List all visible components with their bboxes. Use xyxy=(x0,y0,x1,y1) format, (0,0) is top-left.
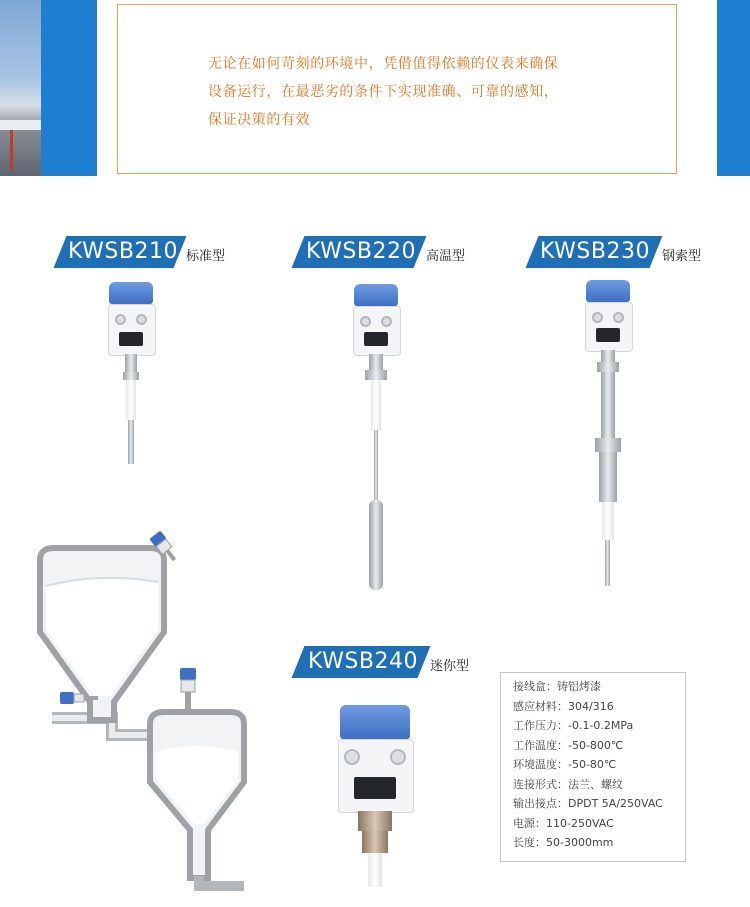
cable-port xyxy=(115,314,126,325)
blue-decor-bar-left xyxy=(41,0,97,176)
display-window xyxy=(354,777,396,799)
kwsb210-image xyxy=(106,282,156,472)
probe-weight xyxy=(369,500,383,590)
model-type: 钢索型 xyxy=(662,249,702,264)
lower-tube xyxy=(599,452,617,502)
model-type: 迷你型 xyxy=(430,659,470,674)
thread-fitting xyxy=(369,354,383,370)
spec-box xyxy=(500,672,686,862)
hex-nut xyxy=(365,370,387,380)
cable-port xyxy=(390,749,406,765)
thread-fitting xyxy=(601,350,615,362)
model-name: KWSB210 xyxy=(68,239,178,264)
product-label-kwsb210 xyxy=(52,236,242,268)
device-housing xyxy=(108,304,156,356)
device-housing xyxy=(353,306,401,356)
cable-port xyxy=(381,316,392,327)
model-type: 标准型 xyxy=(186,249,226,264)
spec-length: 长度：50-3000mm xyxy=(513,836,614,849)
kwsb230-image xyxy=(583,280,633,590)
cable-port xyxy=(136,314,147,325)
product-label-kwsb220 xyxy=(290,236,480,268)
hex-nut xyxy=(362,831,388,853)
gas-station-photo xyxy=(0,0,41,176)
sensor-top xyxy=(180,668,196,712)
model-name: KWSB230 xyxy=(540,239,650,264)
canopy-roof xyxy=(0,120,41,130)
lower-silo-powder xyxy=(156,746,238,824)
cable-port xyxy=(360,316,371,327)
display-window xyxy=(364,332,388,346)
spec-housing: 接线盒：铸铝烤漆 xyxy=(513,680,601,693)
spec-working-temperature: 工作温度：-50-800℃ xyxy=(513,738,624,752)
kwsb220-image xyxy=(351,284,401,594)
silo-installation-diagram xyxy=(20,520,260,900)
intro-box xyxy=(117,4,677,174)
device-cap xyxy=(586,280,630,302)
probe-rod xyxy=(128,420,134,464)
spec-working-pressure: 工作压力：-0.1-0.2MPa xyxy=(513,719,634,732)
spec-sensing-material: 感应材料：304/316 xyxy=(513,699,614,713)
device-cap xyxy=(340,705,410,739)
cable-port xyxy=(613,312,624,323)
spec-ambient-temperature: 环境温度：-50-80℃ xyxy=(513,758,617,771)
device-cap xyxy=(354,284,398,306)
product-label-kwsb240 xyxy=(290,646,480,678)
model-type: 高温型 xyxy=(426,249,466,264)
thread-fitting xyxy=(125,354,137,372)
extension-tube xyxy=(601,372,615,438)
spec-power-supply: 电源：110-250VAC xyxy=(513,816,614,830)
display-window xyxy=(596,328,620,342)
display-window xyxy=(119,332,143,346)
intro-line: 设备运行，在最恶劣的条件下实现准确、可靠的感知， xyxy=(208,84,559,100)
insulator xyxy=(371,380,381,430)
device-housing xyxy=(585,302,633,352)
product-label-kwsb230 xyxy=(524,236,714,268)
cable-port xyxy=(344,749,360,765)
blue-decor-bar-right xyxy=(717,0,750,176)
model-name: KWSB240 xyxy=(308,649,418,674)
hex-nut xyxy=(597,362,619,372)
probe-rod xyxy=(605,540,610,586)
upper-silo-powder xyxy=(46,578,158,696)
model-name: KWSB220 xyxy=(306,239,416,264)
intro-line: 无论在如何苛刻的环境中，凭借值得依赖的仪表来确保 xyxy=(208,56,559,72)
insulator xyxy=(126,380,136,420)
kwsb240-image xyxy=(338,705,414,895)
insulator xyxy=(602,502,614,540)
intro-line: 保证决策的有效 xyxy=(208,112,311,128)
intro-text xyxy=(208,50,608,134)
flange xyxy=(595,438,621,452)
insulator xyxy=(368,853,382,887)
steel-cable xyxy=(374,430,378,500)
device-cap xyxy=(109,282,153,304)
hex-nut xyxy=(123,372,139,380)
thread-fitting xyxy=(358,811,392,831)
spec-output-contact: 输出接点：DPDT 5A/250VAC xyxy=(513,797,663,810)
cable-port xyxy=(592,312,603,323)
canopy-post xyxy=(10,130,13,170)
spec-connection: 连接形式：法兰、螺纹 xyxy=(513,777,623,791)
